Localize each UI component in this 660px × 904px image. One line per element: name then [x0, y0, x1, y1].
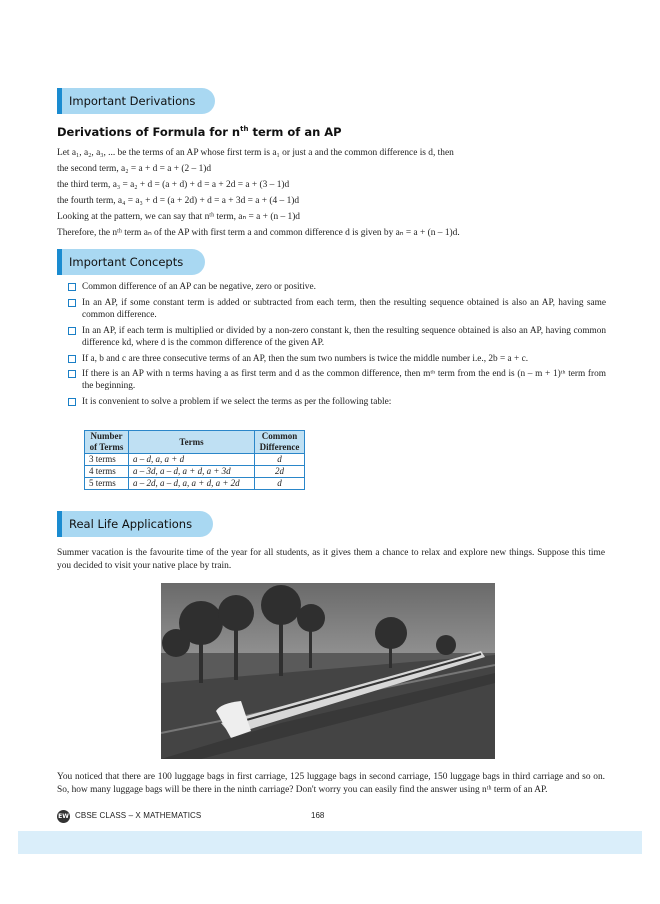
- derivation-line: Looking at the pattern, we can say that nᵗʰ term, aₙ = a + (n – 1)d: [57, 212, 300, 222]
- section-title: Real Life Applications: [69, 517, 193, 531]
- list-item-text: If a, b and c are three consecutive terms of an AP, then the sum two numbers is twice the middle number i.e., 2b = a + c.: [82, 353, 529, 364]
- derivation-line: the third term, a₃ = a₂ + d = (a + d) + d = a + 2d = a + (3 – 1)d: [57, 180, 290, 190]
- derivation-line: Therefore, the nᵗʰ term aₙ of the AP with first term a and common difference d is given by aₙ = a + (n – 1)d.: [57, 228, 460, 238]
- table-row: [85, 454, 305, 466]
- application-question: You noticed that there are 100 luggage bags in first carriage, 125 luggage bags in second carriage, 150 luggage bags in third carriage and so on. So, how many luggage bags will be there in the ninth carriage? Don't worry you can easily find the answer using nᵗʰ term of an AP.: [57, 772, 605, 795]
- application-intro: Summer vacation is the favourite time of the year for all students, as it gives them a chance to relax and explore new things. Suppose this time you decided to visit your native place by train.: [57, 548, 605, 571]
- list-item: [68, 325, 606, 349]
- list-item: [68, 281, 606, 293]
- table-row: [85, 466, 305, 478]
- list-item: [68, 353, 606, 365]
- derivation-line: the second term, a₂ = a + d = a + (2 – 1)d: [57, 164, 212, 174]
- table-header-row: [85, 431, 305, 454]
- header-number-of-terms: Number of Terms: [85, 431, 129, 454]
- header-terms: Terms: [129, 431, 255, 454]
- section-band-concepts: [57, 249, 205, 275]
- table-cell: 4 terms: [85, 466, 129, 478]
- list-item-text: In an AP, if some constant term is added or subtracted from each term, then the resulting sequence obtained is also an AP, having same common difference.: [82, 297, 606, 320]
- checkbox-bullet-icon: [68, 398, 76, 406]
- checkbox-bullet-icon: [68, 355, 76, 363]
- table-cell: a – 2d, a – d, a, a + d, a + 2d: [129, 478, 255, 490]
- list-item-text: Common difference of an AP can be negative, zero or positive.: [82, 282, 316, 292]
- header-common-difference: Common Difference: [255, 431, 305, 454]
- table-cell: d: [255, 478, 305, 490]
- list-item-text: If there is an AP with n terms having a as first term and d as the common difference, then mᵗʰ term from the end is (n – m + 1)ᵗʰ term from the beginning.: [82, 369, 606, 392]
- section-band-applications: [57, 511, 213, 537]
- table-cell: d: [255, 454, 305, 466]
- checkbox-bullet-icon: [68, 299, 76, 307]
- heading-text-end: term of an AP: [248, 125, 342, 139]
- table-row: [85, 478, 305, 490]
- list-item: [68, 396, 606, 408]
- book-title: CBSE CLASS – X MATHEMATICS: [75, 811, 202, 820]
- list-item: [68, 368, 606, 392]
- publisher-logo: EW: [57, 810, 70, 823]
- section-title: Important Derivations: [69, 94, 196, 108]
- page-number: 168: [311, 811, 325, 820]
- terms-table: [84, 430, 305, 490]
- heading-text: Derivations of Formula for n: [57, 125, 241, 139]
- page-footer: [57, 810, 607, 824]
- checkbox-bullet-icon: [68, 327, 76, 335]
- list-item-text: In an AP, if each term is multiplied or divided by a non-zero constant k, then the resulting sequence obtained is also an AP, having common difference kd, where d is the common difference of the given AP.: [82, 325, 606, 348]
- list-item-text: It is convenient to solve a problem if we select the terms as per the following table:: [82, 397, 392, 408]
- derivation-line: Let a₁, a₂, a₃, ... be the terms of an AP whose first term is a₁ or just a and the common difference is d, then: [57, 148, 454, 158]
- section-title: Important Concepts: [69, 255, 184, 269]
- heading-superscript: th: [240, 125, 249, 134]
- train-photo: [161, 583, 495, 759]
- table-cell: 2d: [255, 466, 305, 478]
- derivation-heading: [57, 125, 342, 139]
- derivation-line: the fourth term, a₄ = a₃ + d = (a + 2d) + d = a + 3d = a + (4 – 1)d: [57, 196, 300, 206]
- checkbox-bullet-icon: [68, 370, 76, 378]
- table-cell: a – 3d, a – d, a + d, a + 3d: [129, 466, 255, 478]
- checkbox-bullet-icon: [68, 283, 76, 291]
- table-cell: 3 terms: [85, 454, 129, 466]
- list-item: [68, 297, 606, 321]
- concept-list: [68, 281, 606, 412]
- table-cell: 5 terms: [85, 478, 129, 490]
- table-cell: a – d, a, a + d: [129, 454, 255, 466]
- train-photo-illustration: [161, 583, 495, 759]
- section-band-derivations: [57, 88, 215, 114]
- bottom-band: [18, 831, 642, 854]
